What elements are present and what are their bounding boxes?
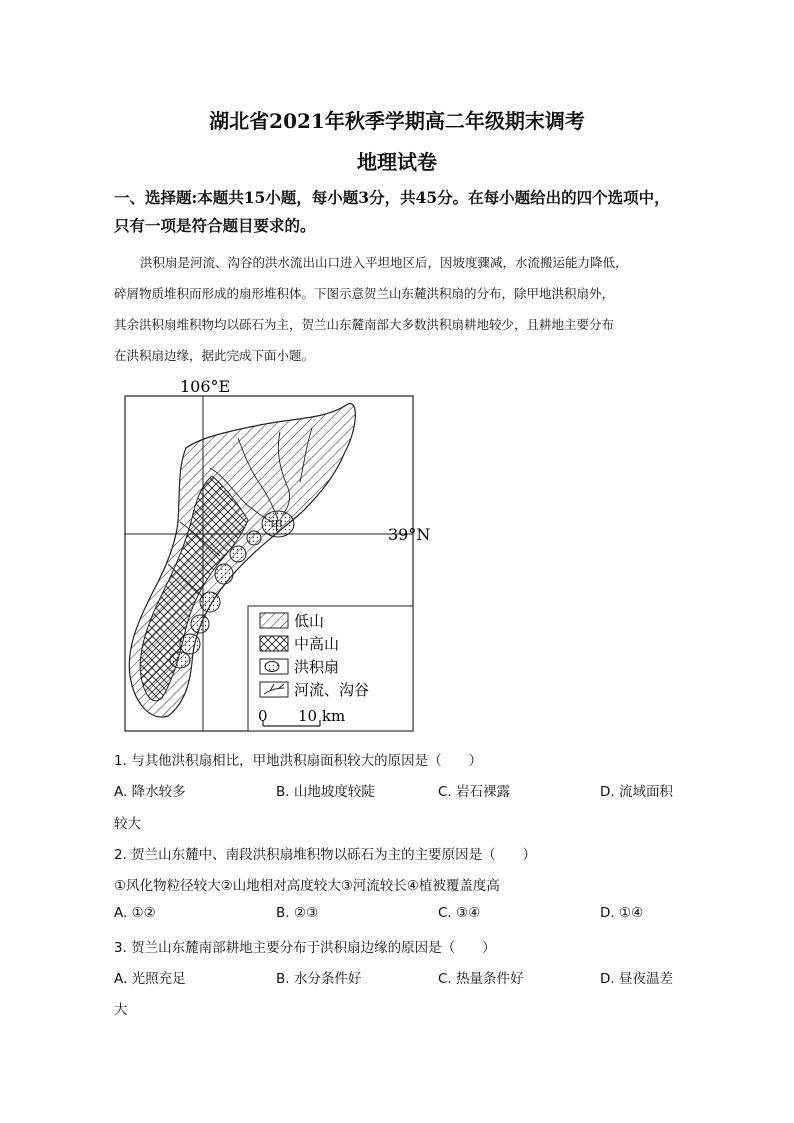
longitude-label: 106°E bbox=[180, 377, 231, 396]
question-3-option-d[interactable]: D. 昼夜温差 bbox=[600, 971, 673, 987]
intro-passage bbox=[114, 247, 686, 371]
question-1-option-d[interactable]: D. 流域面积 bbox=[600, 784, 673, 800]
legend-alluvial-fan: 洪积扇 bbox=[294, 658, 340, 676]
section-line-2: 只有一项是符合题目要求的。 bbox=[114, 216, 316, 235]
latitude-label: 39°N bbox=[388, 525, 431, 544]
question-2-statements: ①风化物粒径较大②山地相对高度较大③河流较长④植被覆盖度高 bbox=[114, 878, 500, 894]
alluvial-fan-map bbox=[120, 372, 450, 734]
legend-river-valley: 河流、沟谷 bbox=[294, 681, 370, 699]
intro-line: 其余洪积扇堆积物均以砾石为主，贺兰山东麓南部大多数洪积扇耕地较少，且耕地主要分布 bbox=[114, 317, 615, 332]
question-2-stem: 2. 贺兰山东麓中、南段洪积扇堆积物以砾石为主的主要原因是（ ） bbox=[114, 847, 537, 863]
question-2-option-c[interactable]: C. ③④ bbox=[438, 905, 481, 921]
question-2-option-b[interactable]: B. ②③ bbox=[276, 905, 319, 921]
scale-zero: 0 bbox=[258, 707, 268, 725]
question-2-option-d[interactable]: D. ①④ bbox=[600, 905, 644, 921]
question-1-option-d-wrap: 较大 bbox=[114, 816, 141, 832]
question-1-option-b[interactable]: B. 山地坡度较陡 bbox=[276, 784, 375, 800]
question-3-option-b[interactable]: B. 水分条件好 bbox=[276, 971, 362, 987]
place-jia-label: 甲 bbox=[270, 519, 284, 534]
intro-line: 洪积扇是河流、沟谷的洪水流出山口进入平坦地区后，因坡度骤减，水流搬运能力降低， bbox=[140, 255, 628, 270]
question-3-option-d-wrap: 大 bbox=[114, 1002, 128, 1018]
exam-subtitle: 地理试卷 bbox=[357, 150, 437, 174]
legend-mid-high-mountain: 中高山 bbox=[294, 635, 340, 653]
question-1-option-a[interactable]: A. 降水较多 bbox=[114, 784, 186, 800]
question-2-option-a[interactable]: A. ①② bbox=[114, 905, 156, 921]
exam-title: 湖北省2021年秋季学期高二年级期末调考 bbox=[209, 109, 585, 133]
scale-distance: 10 km bbox=[298, 707, 346, 725]
legend-swatch-low-mountain bbox=[260, 613, 288, 628]
question-3-option-c[interactable]: C. 热量条件好 bbox=[438, 971, 524, 987]
section-instructions bbox=[114, 184, 686, 240]
map-legend bbox=[248, 606, 413, 731]
question-3-option-a[interactable]: A. 光照充足 bbox=[114, 971, 186, 987]
intro-line: 碎屑物质堆积而形成的扇形堆积体。下图示意贺兰山东麓洪积扇的分布，除甲地洪积扇外， bbox=[114, 286, 615, 301]
question-1-option-c[interactable]: C. 岩石裸露 bbox=[438, 784, 511, 800]
legend-swatch-mid-high-mountain bbox=[260, 636, 288, 651]
question-3-stem: 3. 贺兰山东麓南部耕地主要分布于洪积扇边缘的原因是（ ） bbox=[114, 940, 496, 956]
section-line-1: 一、选择题:本题共15小题，每小题3分，共45分。在每小题给出的四个选项中， bbox=[114, 188, 670, 207]
legend-low-mountain: 低山 bbox=[294, 612, 325, 630]
intro-line: 在洪积扇边缘，据此完成下面小题。 bbox=[114, 348, 315, 363]
question-1-stem: 1. 与其他洪积扇相比，甲地洪积扇面积较大的原因是（ ） bbox=[114, 753, 483, 769]
